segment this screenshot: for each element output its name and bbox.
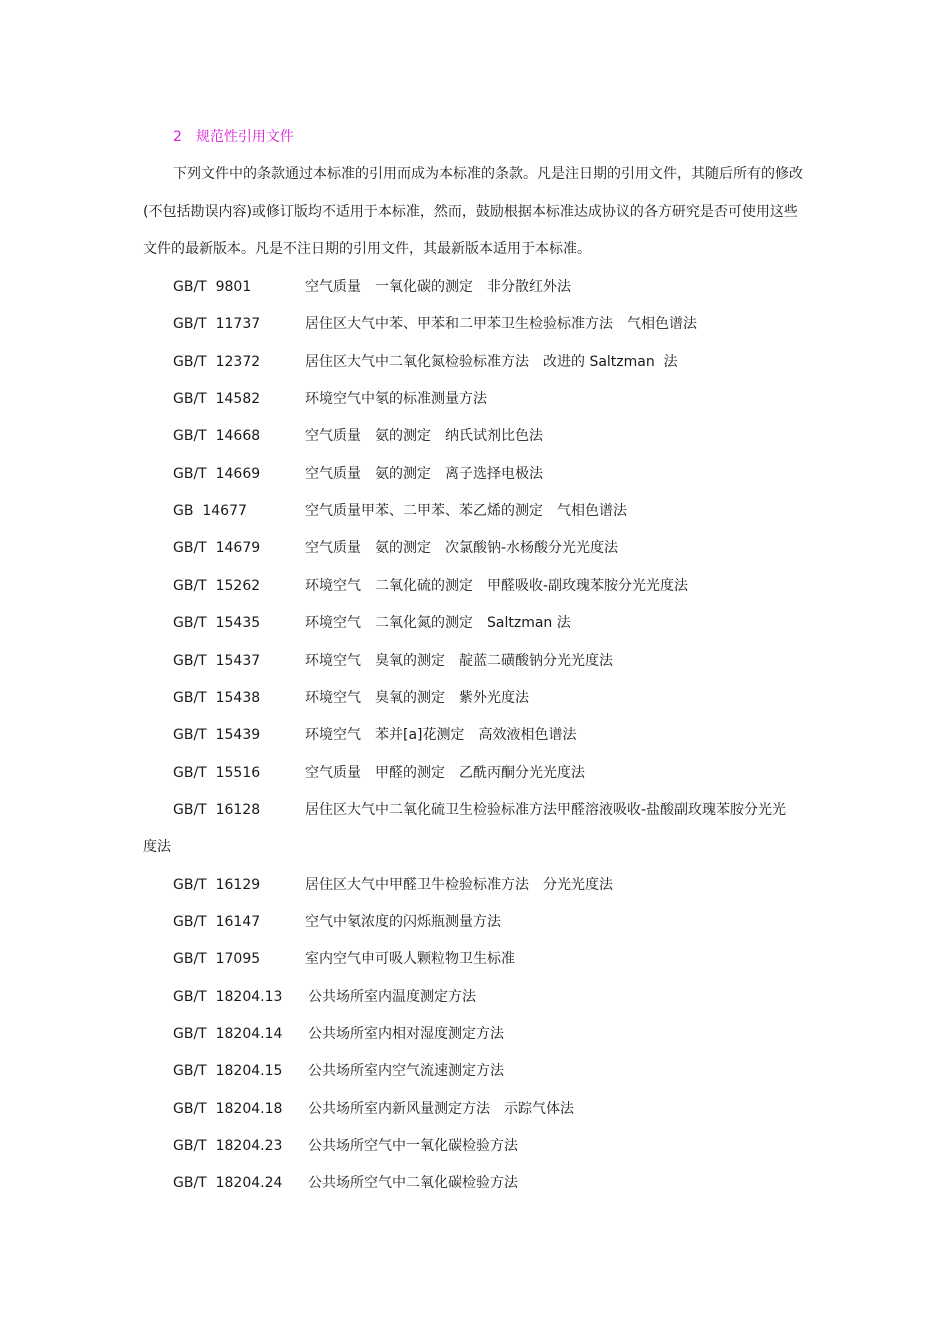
- standard-row: [173, 725, 577, 745]
- standard-row: [173, 464, 543, 484]
- standard-code: GB/T 16129: [173, 876, 261, 893]
- standard-code: GB/T 18204.15: [173, 1063, 283, 1080]
- standard-row: [173, 651, 613, 671]
- standard-code: GB/T 17095: [173, 951, 261, 968]
- standard-title: 室内空气申可吸人颗粒物卫生标准: [305, 951, 515, 968]
- standard-title: 居住区大气中甲醛卫牛检验标准方法 分光光度法: [305, 876, 613, 893]
- standard-code: GB/T 14582: [173, 391, 261, 408]
- standard-code: GB/T 12372: [173, 353, 261, 370]
- standard-code: GB/T 15439: [173, 727, 261, 744]
- standard-title: 空气质量甲苯、二甲苯、苯乙烯的测定 气相色谱法: [305, 503, 627, 520]
- standard-row: [173, 538, 618, 558]
- standard-code: GB/T 15435: [173, 615, 261, 632]
- standard-row: [173, 1099, 574, 1119]
- standard-code: GB/T 16128: [173, 801, 261, 818]
- standard-row: [173, 1136, 518, 1156]
- standard-code: GB/T 18204.13: [173, 988, 283, 1005]
- standard-code: GB/T 16147: [173, 913, 261, 930]
- standard-code: GB/T 14669: [173, 465, 261, 482]
- standard-code: GB 14677: [173, 503, 247, 520]
- standard-row: [173, 576, 688, 596]
- standard-title: 公共场所空气中二氧化碳检验方法: [308, 1175, 518, 1192]
- standard-row: [173, 987, 476, 1007]
- standard-title: 环境空气 臭氧的测定 紫外光度法: [305, 689, 529, 706]
- standard-code: GB/T 18204.18: [173, 1100, 283, 1117]
- standard-title: 公共场所室内温度测定方法: [308, 988, 476, 1005]
- standard-title: 公共场所室内空气流速测定方法: [308, 1063, 504, 1080]
- standard-row: [173, 688, 529, 708]
- standard-row: [173, 912, 501, 932]
- standard-code: GB/T 14679: [173, 540, 261, 557]
- intro-paragraph: [143, 156, 808, 269]
- standard-row: [173, 1024, 504, 1044]
- standard-title: 居住区大气中苯、甲苯和二甲苯卫生检验标准方法 气相色谱法: [305, 316, 697, 333]
- standard-row: [173, 1061, 504, 1081]
- standard-code: GB/T 15438: [173, 689, 261, 706]
- standard-row: [173, 501, 627, 521]
- standard-title: 环境空气 二氧化氮的测定 Saltzman 法: [305, 615, 571, 632]
- standard-code: GB/T 18204.24: [173, 1175, 283, 1192]
- standard-title: 居住区大气中二氧化氮检验标准方法 改进的 Saltzman 法: [305, 353, 678, 370]
- intro-text: 下列文件中的条款通过本标准的引用而成为本标准的条款。凡是注日期的引用文件，其随后所有的修改(不包括勘误内容)或修订版均不适用于本标准，然而，鼓励根据本标准达成协议的各方研究是否可使用这些文件的最新版本。凡是不注日期的引用文件，其最新版本适用于本标准。: [143, 166, 803, 257]
- standard-title: 公共场所室内相对湿度测定方法: [308, 1026, 504, 1042]
- standard-code: GB/T 11737: [173, 316, 261, 333]
- standard-title: 空气中氡浓度的闪烁瓶测量方法: [305, 913, 501, 930]
- standard-row: [173, 389, 487, 409]
- standard-row: [173, 352, 678, 372]
- standard-row: [173, 1173, 518, 1193]
- standard-title: 空气质量 一氧化碳的测定 非分散红外法: [305, 279, 571, 295]
- standard-title: 空气质量 甲醛的测定 乙酰丙酮分光光度法: [305, 764, 585, 781]
- standard-title: 公共场所室内新风量测定方法 示踪气体法: [308, 1100, 574, 1117]
- standard-row: [173, 613, 571, 633]
- standard-title: 环境空气 苯并[a]花测定 高效液相色谱法: [305, 727, 577, 744]
- standard-row: [173, 314, 697, 334]
- standard-code: GB/T 9801: [173, 279, 252, 295]
- standard-row: [173, 949, 515, 969]
- standard-code: GB/T 15516: [173, 764, 261, 781]
- standard-row: [173, 800, 786, 820]
- standard-code: GB/T 18204.23: [173, 1138, 283, 1155]
- standard-code: GB/T 18204.14: [173, 1026, 283, 1042]
- section-heading: 2 规范性引用文件: [173, 129, 294, 145]
- standard-title: 环境空气 二氧化硫的测定 甲醛吸收-副玫瑰苯胺分光光度法: [305, 577, 689, 594]
- standard-code: GB/T 14668: [173, 428, 261, 445]
- standard-title: 公共场所空气中一氧化碳检验方法: [308, 1138, 518, 1155]
- standard-title: 环境空气 臭氧的测定 靛蓝二磺酸钠分光光度法: [305, 652, 613, 669]
- standard-code: GB/T 15262: [173, 577, 261, 594]
- standard-row: [173, 426, 543, 446]
- standard-title: 空气质量 氨的测定 纳氏试剂比色法: [305, 428, 543, 445]
- standard-title: 居住区大气中二氧化硫卫生检验标准方法甲醛溶液吸收-盐酸副玫瑰苯胺分光光: [305, 801, 787, 818]
- standard-row: [173, 277, 571, 297]
- standard-code: GB/T 15437: [173, 652, 261, 669]
- standard-title: 环境空气中氡的标准测量方法: [305, 391, 487, 408]
- standard-title-continuation: 度法: [143, 839, 171, 856]
- standard-row: [173, 875, 613, 895]
- standard-title: 空气质量 氨的测定 离子选择电极法: [305, 465, 543, 482]
- standard-title: 空气质量 氨的测定 次氯酸钠-水杨酸分光光度法: [305, 540, 619, 557]
- standard-row: [173, 763, 585, 783]
